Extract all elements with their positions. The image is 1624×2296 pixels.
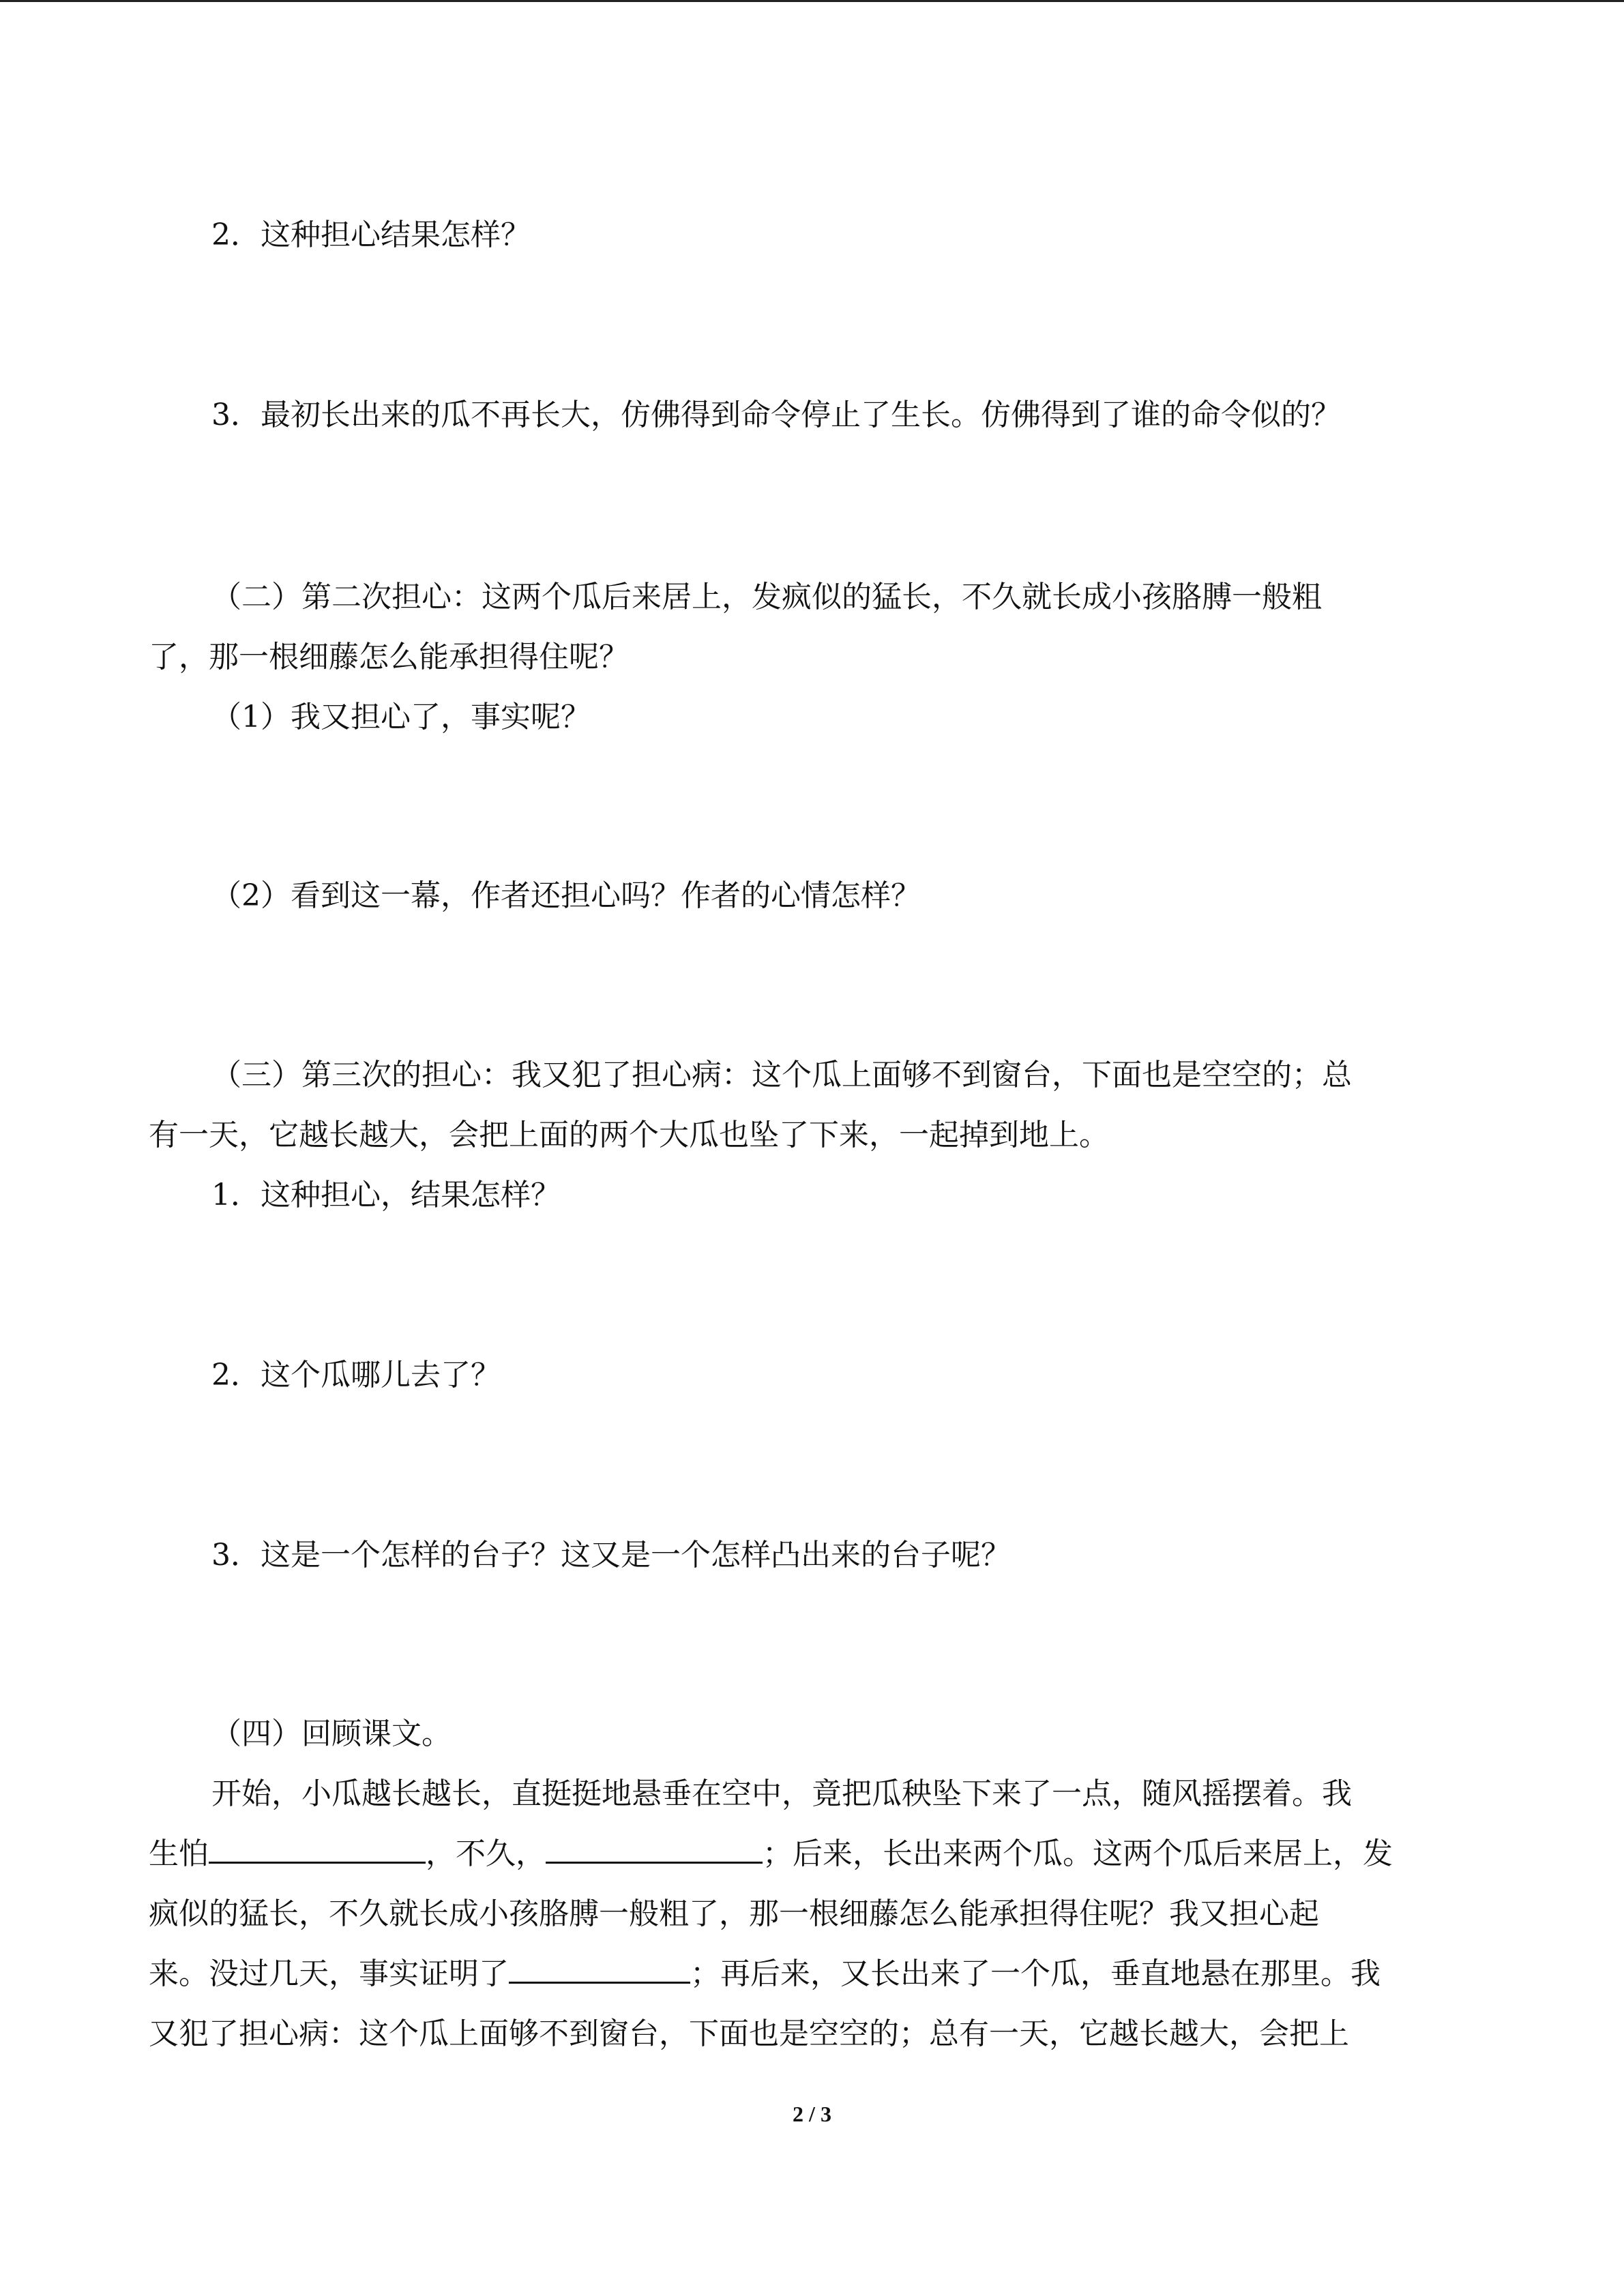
review-paragraph-line-4 xyxy=(149,1944,1486,2004)
review-text-fragment: ，不久， xyxy=(426,1836,546,1871)
fill-in-blank-3[interactable] xyxy=(509,1952,690,1984)
section-3-heading-line-1: （三）第三次的担心：我又犯了担心病：这个瓜上面够不到窗台，下面也是空空的；总 xyxy=(211,1058,1352,1092)
review-text-fragment: ；后来，长出来两个瓜。这两个瓜后来居上，发 xyxy=(763,1836,1393,1871)
section-3-question-1: 1．这种担心，结果怎样？ xyxy=(211,1178,561,1212)
question-3-command: 3．最初长出来的瓜不再长大，仿佛得到命令停止了生长。仿佛得到了谁的命令似的？ xyxy=(211,398,1341,432)
fill-in-blank-1[interactable] xyxy=(209,1832,426,1864)
review-paragraph-line-2 xyxy=(149,1824,1486,1884)
section-3-question-3: 3．这是一个怎样的台子？这又是一个怎样凸出来的台子呢？ xyxy=(211,1538,1011,1572)
review-text-fragment: 生怕 xyxy=(149,1836,209,1871)
review-paragraph-line-3: 疯似的猛长，不久就长成小孩胳膊一般粗了，那一根细藤怎么能承担得住呢？我又担心起 xyxy=(149,1896,1319,1931)
review-text-fragment: 来。没过几天，事实证明了 xyxy=(149,1956,509,1991)
section-2-question-1: （1）我又担心了，事实呢？ xyxy=(211,700,591,734)
review-paragraph-line-1: 开始，小瓜越长越长，直挺挺地悬垂在空中，竟把瓜秧坠下来了一点，随风摇摆着。我 xyxy=(211,1776,1352,1811)
review-paragraph-line-5: 又犯了担心病：这个瓜上面够不到窗台，下面也是空空的；总有一天，它越长越大，会把上 xyxy=(149,2016,1349,2051)
section-2-question-2: （2）看到这一幕，作者还担心吗？作者的心情怎样？ xyxy=(211,878,921,913)
section-3-heading-line-2: 有一天，它越长越大，会把上面的两个大瓜也坠了下来，一起掉到地上。 xyxy=(149,1118,1109,1152)
question-2-result: 2．这种担心结果怎样？ xyxy=(211,218,531,252)
fill-in-blank-2[interactable] xyxy=(546,1832,763,1864)
section-2-heading-line-2: 了，那一根细藤怎么能承担得住呢？ xyxy=(149,640,629,674)
section-4-heading: （四）回顾课文。 xyxy=(211,1716,452,1751)
section-3-question-2: 2．这个瓜哪儿去了？ xyxy=(211,1358,501,1392)
top-border-line xyxy=(0,0,1624,2)
page-number: 2 / 3 xyxy=(793,2102,831,2126)
section-2-heading-line-1: （二）第二次担心：这两个瓜后来居上，发疯似的猛长，不久就长成小孩胳膊一般粗 xyxy=(211,580,1322,614)
review-text-fragment: ；再后来，又长出来了一个瓜，垂直地悬在那里。我 xyxy=(690,1956,1381,1991)
